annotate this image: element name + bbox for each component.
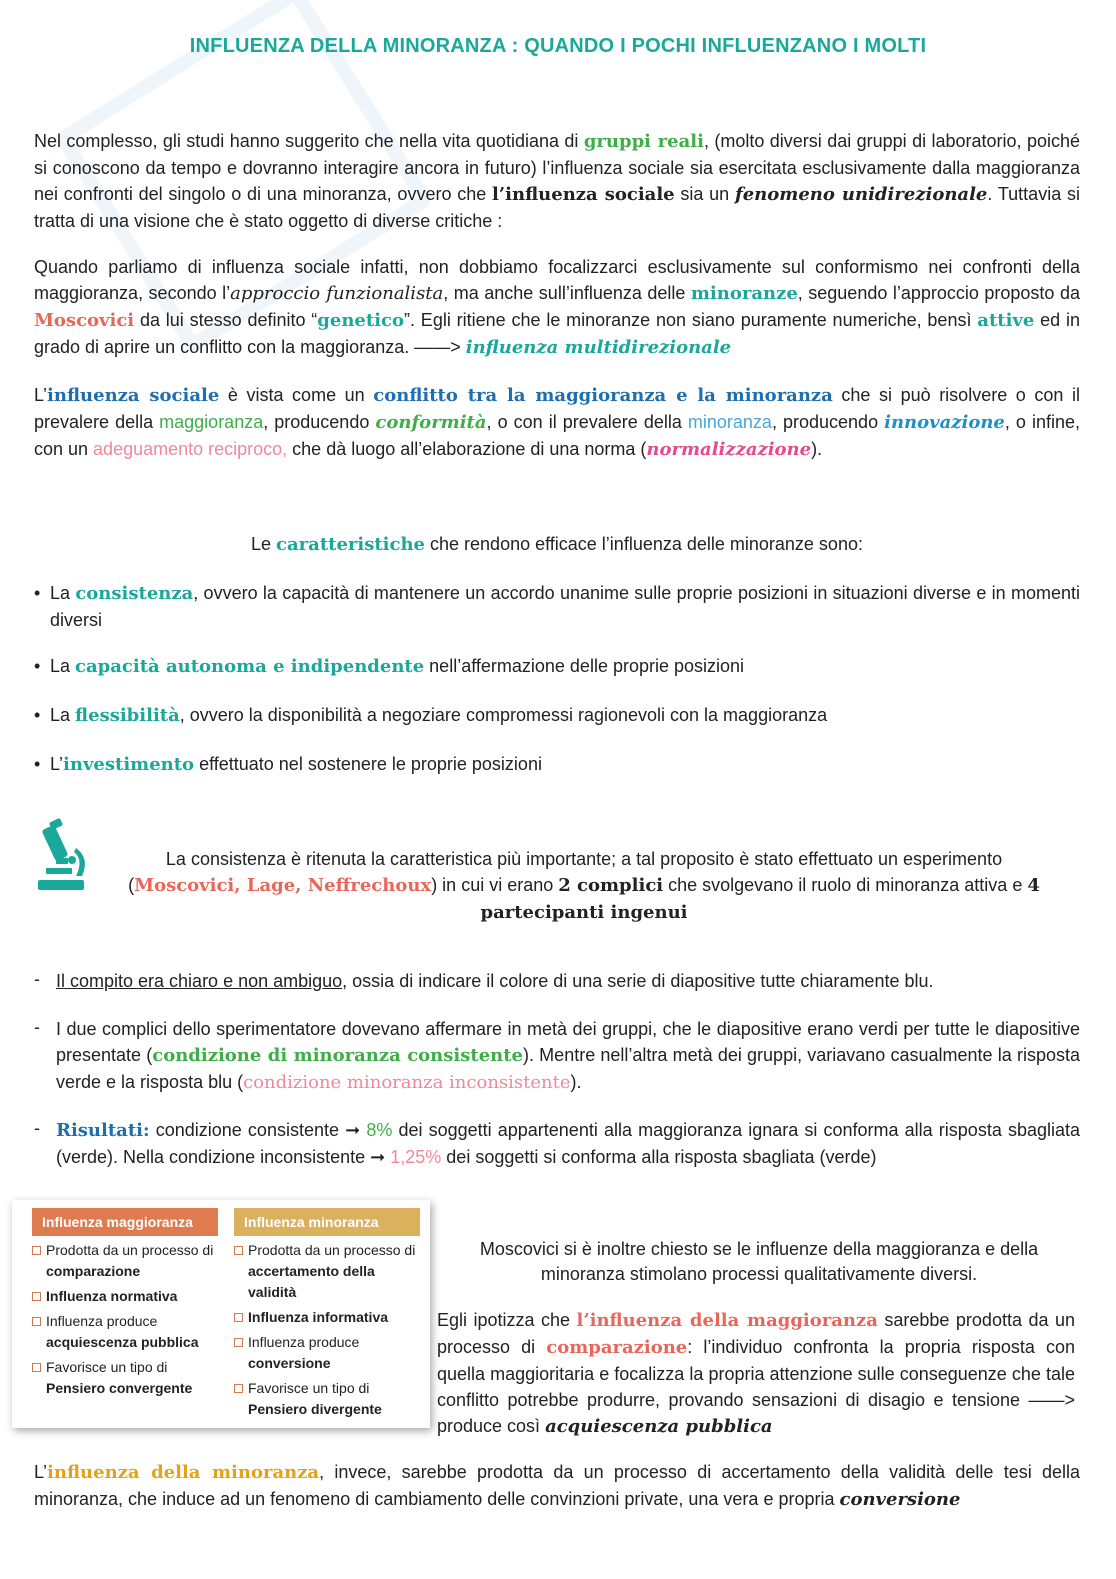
minority-item: Influenza informativa	[234, 1307, 420, 1328]
majority-column	[32, 1208, 218, 1399]
conflict-paragraph: L’influenza sociale è vista come un conflitto tra la maggioranza e la minoranza che si può risolvere o con il prevalere della maggioranza, producendo conformità, o con il prevalere della minoranza, producendo innovazione, o infine, con un adeguamento reciproco, che dà luogo all’elaborazione di una norma (normalizzazione).	[34, 385, 1081, 460]
list-item-consistenza: • La consistenza, ovvero la capacità di mantenere un accordo unanime sulle proprie posizioni in situazioni diverse e in momenti diversi	[34, 583, 1080, 630]
page-title: INFLUENZA DELLA MINORANZA : QUANDO I POCHI INFLUENZANO I MOLTI	[189, 35, 927, 57]
minority-header: Influenza minoranza	[234, 1208, 420, 1236]
majority-item: Prodotta da un processo di comparazione	[32, 1240, 218, 1282]
microscope-icon	[32, 818, 92, 894]
hypothesis-paragraph: Egli ipotizza che l’influenza della maggioranza sarebbe prodotta da un processo di comparazione: l’individuo confronta la propria risposta con quella maggioritaria e focalizza la propria attenzione sulle conseguenze che tale conflitto potrebbe produrre, provando sensazioni di disagio e tensione ——> produce così acquiescenza pubblica	[437, 1310, 1075, 1437]
dash-item-task: - Il compito era chiaro e non ambiguo, ossia di indicare il colore di una serie di diapositive tutte chiaramente blu.	[34, 969, 934, 991]
dash-item-procedure: - I due complici dello sperimentatore dovevano affermare in metà dei gruppi, che le diapositive erano verdi per tutte le diapositive presentate (condizione di minoranza consistente). Mentre nell’altra metà dei gruppi, variavano casualmente la risposta verde e la risposta blu (condizione minoranza inconsistente).	[34, 1017, 1080, 1093]
list-item-investimento: • L’investimento effettuato nel sostenere le proprie posizioni	[34, 754, 542, 775]
comparison-table	[12, 1200, 430, 1428]
majority-header: Influenza maggioranza	[32, 1208, 218, 1236]
minority-column	[234, 1208, 420, 1420]
minority-influence-paragraph: L’influenza della minoranza, invece, sarebbe prodotta da un processo di accertamento della validità delle tesi della minoranza, che induce ad un fenomeno di cambiamento delle convinzioni private, una vera e propria conversione	[34, 1462, 1081, 1510]
majority-item: Influenza normativa	[32, 1286, 218, 1307]
majority-item: Influenza produce acquiescenza pubblica	[32, 1311, 218, 1353]
list-item-flessibilita: • La flessibilità, ovvero la disponibilità a negoziare compromessi ragionevoli con la maggioranza	[34, 705, 828, 726]
moscovici-question: Moscovici si è inoltre chiesto se le influenze della maggioranza e della minoranza stimolano processi qualitativamente diversi.	[479, 1239, 1039, 1284]
list-item-autonomia: • La capacità autonoma e indipendente nell’affermazione delle proprie posizioni	[34, 656, 745, 677]
minority-item: Favorisce un tipo di Pensiero divergente	[234, 1378, 420, 1420]
minority-item: Influenza produce conversione	[234, 1332, 420, 1374]
functionalist-paragraph: Quando parliamo di influenza sociale infatti, non dobbiamo focalizzarci esclusivamente sul conformismo nei confronti della maggioranza, secondo l’approccio funzionalista, ma anche sull’influenza delle minoranze, seguendo l’approccio proposto da Moscovici da lui stesso definito “genetico”. Egli ritiene che le minoranze non siano puramente numeriche, bensì attive ed in grado di aprire un conflitto con la maggioranza. ——> influenza multidirezionale	[34, 257, 1080, 358]
experiment-paragraph: La consistenza è ritenuta la caratteristica più importante; a tal proposito è stato effettuato un esperimento (Moscovici, Lage, Neffrechoux) in cui vi erano 2 complici che svolgevano il ruolo di minoranza attiva e 4 partecipanti ingenui	[128, 849, 1040, 923]
majority-item: Favorisce un tipo di Pensiero convergente	[32, 1357, 218, 1399]
characteristics-intro: Le caratteristiche che rendono efficace l’influenza delle minoranze sono:	[251, 534, 863, 555]
minority-item: Prodotta da un processo di accertamento della validità	[234, 1240, 420, 1303]
dash-item-results: - Risultati: condizione consistente ➞ 8% dei soggetti appartenenti alla maggioranza ignara si conforma alla risposta sbagliata (verde). Nella condizione inconsistente ➞ 1,25% dei soggetti si conforma alla risposta sbagliata (verde)	[34, 1118, 1081, 1167]
intro-paragraph: Nel complesso, gli studi hanno suggerito che nella vita quotidiana di gruppi reali, (molto diversi dai gruppi di laboratorio, poiché si conoscono da tempo e dovranno interagire ancora in futuro) l’influenza sociale sia esercitata esclusivamente dalla maggioranza nei confronti del singolo o di una minoranza, ovvero che l’influenza sociale sia un fenomeno unidirezionale. Tuttavia si tratta di una visione che è stato oggetto di diverse critiche :	[34, 131, 1080, 231]
